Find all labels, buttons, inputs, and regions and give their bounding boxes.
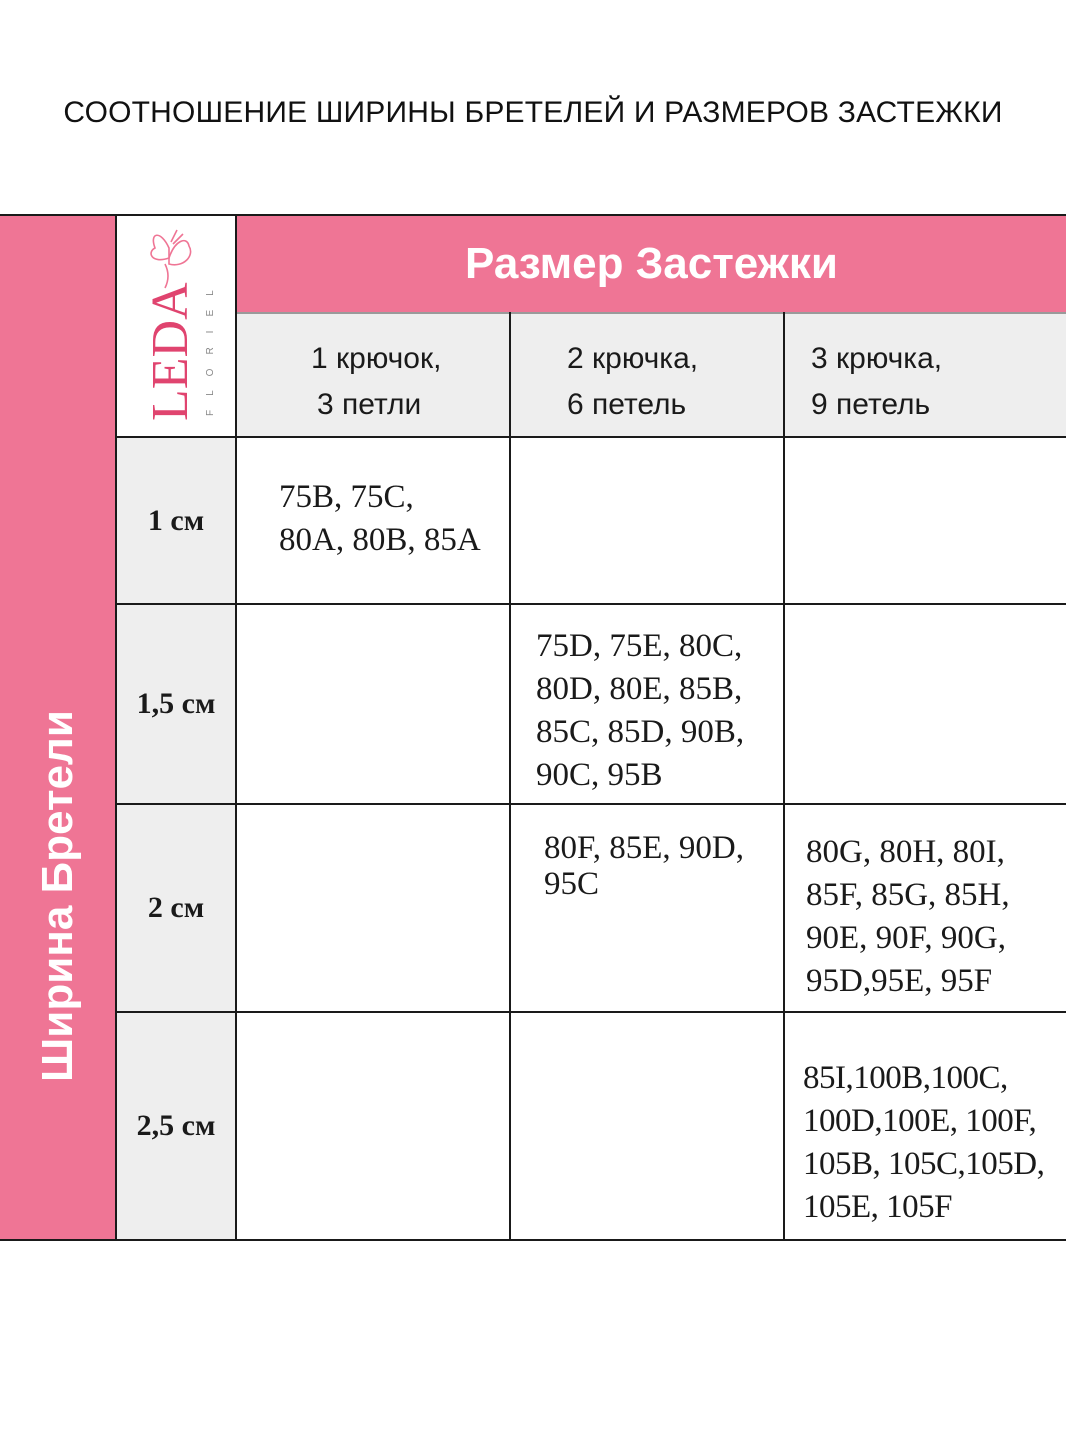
strap-width-band [0,216,115,1240]
column-divider [509,312,511,1241]
column-header-1 [237,314,509,436]
size-table [0,214,1066,1241]
row-header-1: 1 см [117,438,235,603]
column-header-line2: 9 петель [811,388,931,421]
column-divider [783,312,785,1241]
column-divider [235,214,237,1241]
table-border-bottom [0,1239,1066,1241]
svg-text:FLORIEL: FLORIEL [205,276,216,416]
floriel-wordmark [205,276,216,416]
svg-text:LEDA: LEDA [142,282,199,421]
table-cell: 75D, 75E, 80C, 80D, 80E, 85B, 85C, 85D, 90B, 90C, 95B [536,628,745,793]
row-header-2: 1,5 см [117,605,235,803]
table-cell: 85I,100B,100C, 100D,100E, 100F, 105B, 105C,105D, 105E, 105F [803,1060,1045,1225]
row-header-3: 2 см [117,805,235,1011]
column-header-line2: 6 петель [567,388,687,421]
leda-wordmark [142,282,199,421]
row-divider [117,1011,1066,1013]
strap-width-label: Ширина Бретели [33,710,82,1082]
header-divider [237,312,1066,314]
clasp-size-title: Размер Застежки [465,239,838,288]
table-cell: 80F, 85E, 90D, 95C [544,830,744,902]
table-cell: 75B, 75C, 80A, 80B, 85A [279,479,481,558]
butterfly-icon [151,230,191,288]
column-header-2 [511,314,783,436]
row-divider [117,603,1066,605]
table-border-top [0,214,1066,216]
column-header-line2: 3 петли [317,388,422,421]
clasp-size-header [237,216,1066,312]
row-header-4: 2,5 см [117,1013,235,1239]
column-divider [115,214,117,1241]
row-divider [117,803,1066,805]
column-header-line1: 1 крючок, [311,342,442,375]
column-header-line1: 2 крючка, [567,342,699,375]
column-header-3 [785,314,1066,436]
logo [117,216,235,437]
table-cell: 80G, 80H, 80I, 85F, 85G, 85H, 90E, 90F, 90G, 95D,95E, 95F [806,834,1010,999]
column-header-line1: 3 крючка, [811,342,943,375]
row-divider [117,436,1066,438]
page-title: СООТНОШЕНИЕ ШИРИНЫ БРЕТЕЛЕЙ И РАЗМЕРОВ ЗАСТЕЖКИ [63,96,1003,129]
